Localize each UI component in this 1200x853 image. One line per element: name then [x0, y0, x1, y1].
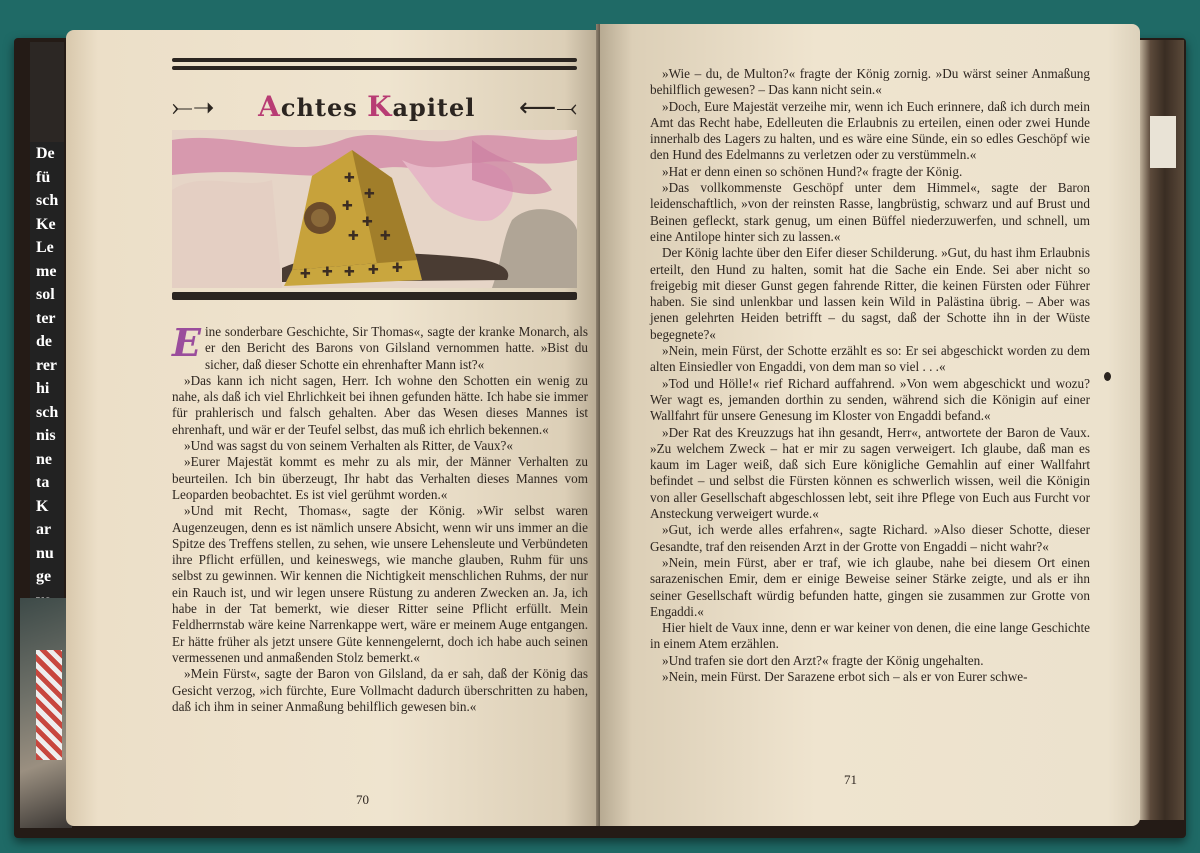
paragraph: »Nein, mein Fürst. Der Sarazene erbot sich – als er von Eurer schwe- — [662, 668, 1028, 684]
paragraph: »Und was sagst du von seinem Verhalten als Ritter, de Vaux?« — [184, 438, 513, 454]
left-page — [66, 30, 602, 826]
chapter-heading — [172, 90, 577, 126]
page-number: 71 — [844, 772, 857, 787]
spine-text-line: de — [36, 333, 52, 350]
adjacent-book-spine-text — [30, 142, 64, 598]
paragraph: »Der Rat des Kreuzzugs hat ihn gesandt, Herr«, antwortete der Baron de Vaux. »Zu welchem Zweck – hat er mir zu sagen verweigert. Ich glaube, daß man es kaum im Lager weiß, daß sich Eure königliche Gemahlin auf einer Wallfahrt befindet – und selbst die Fürsten können es schwerlich wissen, weil die Königin von aller Gesellschaft abgeschlossen lebt, seit ihre Pflege von Euch aus Furcht vor Ansteckung verweigert wurde.« — [650, 424, 1090, 522]
svg-text:✚: ✚ — [300, 267, 311, 282]
right-page-text — [650, 66, 1090, 685]
ink-spot — [1104, 372, 1111, 381]
paragraph: Eine sonderbare Geschichte, Sir Thomas«, sagte der kranke Monarch, als er den Bericht des Barons von Gilsland vernommen hatte. »Bist du sicher, daß dieser Schotte ein ehrenhafter Mann ist?« — [172, 320, 588, 372]
paragraph: »Das kann ich nicht sagen, Herr. Ich wohne den Schotten ein wenig zu nahe, als daß ich viel Ehrlichkeit bei ihnen gefunden hätte. Ich habe sie immer für prahlerisch und falsch gehalten. Aber das Wesen dieses Mannes ist ehrenhaft, und wär er der Teufel selbst, das muß ich ehrlich bekennen.« — [172, 372, 588, 437]
paragraph: »Mein Fürst«, sagte der Baron von Gilsland, da er sah, daß der König das Gesicht verzog, »ich fürchte, Eure Vollmacht dadurch überschritten zu haben, daß ich ihm in seiner Anmaßung behilflich gewesen bin.« — [172, 666, 588, 714]
svg-text:✚: ✚ — [362, 215, 373, 230]
right-arrow-icon: ⤚➝ — [172, 92, 215, 123]
spine-text-line: ter — [36, 309, 56, 327]
adjacent-book-top — [30, 42, 64, 142]
page-number: 70 — [356, 792, 369, 807]
spine-text-line: Ke — [36, 215, 56, 233]
spine-text-line: K — [36, 497, 49, 515]
spine-text-line: rer — [36, 356, 58, 374]
svg-text:✚: ✚ — [380, 229, 391, 244]
striped-pattern — [36, 650, 62, 760]
svg-text:✚: ✚ — [344, 171, 355, 186]
paragraph: »Doch, Eure Majestät verzeihe mir, wenn ich Euch erinnere, daß ich durch mein Amt das Recht habe, Edelleuten die Erlaubnis zu erteilen, einen oder zwei Hunde innerhalb des Lagers zu halten, und es wäre eine Sünde, ein so edles Geschöpf wie den Hund des Edelmanns zu verletzen oder zu verstümmeln.« — [650, 98, 1090, 163]
paragraph: »Wie – du, de Multon?« fragte der König zornig. »Du wärst seiner Anmaßung behilflich gewesen? – Das kann nicht sein.« — [650, 66, 1090, 98]
svg-text:✚: ✚ — [392, 261, 403, 276]
spine-text-line: nis — [36, 427, 56, 444]
spine-text-line: sch — [36, 192, 59, 209]
svg-text:✚: ✚ — [368, 263, 379, 278]
spine-text-line: ar — [36, 521, 52, 538]
spine-text-line: ge — [36, 568, 52, 585]
paragraph: Hier hielt de Vaux inne, denn er war keiner von denen, die eine lange Geschichte in einem Atem erzählen. — [650, 620, 1090, 652]
spine-text-line: Le — [36, 239, 54, 256]
chapter-header-bars — [172, 58, 577, 82]
svg-text:✚: ✚ — [342, 199, 353, 214]
svg-text:✚: ✚ — [322, 265, 333, 280]
paragraph: »Und mit Recht, Thomas«, sagte der König. »Wir selbst waren Augenzeugen, denn es ist nämlich unsere Absicht, wenn wir uns immer an die Spitze des Treffens stellen, zu sehen, wie unsere Lehensleute und Verbündeten ihre Pflicht erfüllen, und keineswegs, wie manche glauben, Ruhm für uns selbst zu gewinnen. Wir kennen die Nichtigkeit menschlichen Ruhms, der nur ein Rauch ist, und wir legen unsere Rüstung zu anderen Zwecken an. Ja, ich habe in der Tat bemerkt, wie dieser Ritter seine Pflicht erfüllt. Mein Feldherrnstab wäre keine Narrenkappe wert, wäre er meinem Auge entgangen. Er hätte früher als jetzt unsere Güte kennengelernt, doch ich habe auch seinen vermessenen und anmaßenden Stolz bemerkt.« — [172, 503, 588, 665]
paragraph: »Hat er denn einen so schönen Hund?« fragte der König. — [662, 163, 963, 179]
right-page — [600, 24, 1140, 826]
paragraph: »Das vollkommenste Geschöpf unter dem Himmel«, sagte der Baron leidenschaftlich, »von der reinsten Rasse, langbrüstig, schwarz und auf Brust und Beinen gefleckt, stark genug, um einen Büffel niederzuwerfen, und schnell, um eine Antilope hinter sich zu lassen.« — [650, 180, 1090, 244]
left-page-text — [172, 320, 588, 715]
dropcap: E — [172, 320, 201, 365]
spine-text-line: ta — [36, 474, 50, 491]
spine-text-line: me — [36, 262, 57, 280]
paragraph: »Tod und Hölle!« rief Richard auffahrend. »Von wem abgeschickt und wozu? Wer wagt es, jemanden dorthin zu senden, während sich die Königin auf einer Wallfahrt für unsere Genesung im Kloster von Engaddi befand.« — [650, 375, 1090, 424]
paragraph: »Nein, mein Fürst, der Schotte erzählt es so: Er sei abgeschickt worden zu dem alten Einsiedler von Engaddi, von dem man so viel . . .« — [650, 343, 1090, 375]
left-arrow-icon: ⟵⤙ — [518, 92, 577, 123]
svg-text:✚: ✚ — [348, 229, 359, 244]
spine-text-line: sol — [36, 286, 55, 303]
svg-text:✚: ✚ — [364, 187, 375, 202]
mitre-illustration — [172, 130, 577, 288]
spine-text-line: nu — [36, 544, 54, 562]
book-right-edge — [1136, 40, 1184, 820]
spine-text-line: hi — [36, 380, 50, 397]
paragraph: »Eurer Majestät kommt es mehr zu als mir, der Männer Verhalten zu beurteilen. Ich bin überzeugt, Ihr habt das Verhalten dieses Mannes vom Leoparden beobachtet. Es ist viel gerühmt worden.« — [172, 454, 588, 502]
svg-text:✚: ✚ — [344, 265, 355, 280]
paragraph: »Gut, ich werde alles erfahren«, sagte Richard. »Also dieser Schotte, dieser Gesandte, traf den reisenden Arzt in der Grotte von Engaddi – nicht wahr?« — [650, 522, 1090, 554]
spine-text-line: ne — [36, 450, 52, 468]
spine-text-line: sch — [36, 403, 59, 421]
paper-slip — [1150, 116, 1176, 168]
paragraph: »Und trafen sie dort den Arzt?« fragte der König ungehalten. — [662, 652, 984, 668]
paragraph: Der König lachte über den Eifer dieser Schilderung. »Gut, du hast ihm Erlaubnis erteilt, den Hund zu halten, somit hat die Sache ein Ende. Sei aber nicht so freigebig mit dieser Gunst gegen fahrende Ritter, die keinen Fürsten oder Führer haben. Sie sind unlenkbar und lassen kein Wild in Palästina übrig. – Aber was jenen gelehrten Heiden betrifft – du sagst, daß der Schotte ihn in der Wüste begegnete?« — [650, 245, 1090, 342]
spine-text-line: fü — [36, 168, 51, 186]
paragraph: »Nein, mein Fürst, aber er traf, wie ich glaube, nahe bei diesem Ort einen sarazenischen Emir, dem er einige Beweise seiner Stärke zeigte, und als er ihn seiner Gesellschaft würdig befunden hatte, gingen sie zusammen zur Grotte von Engaddi.« — [650, 554, 1090, 619]
spine-text-line: De — [36, 145, 55, 162]
illustration-bottom-rule — [172, 292, 577, 300]
chapter-title: Achtes Kapitel — [258, 90, 476, 124]
